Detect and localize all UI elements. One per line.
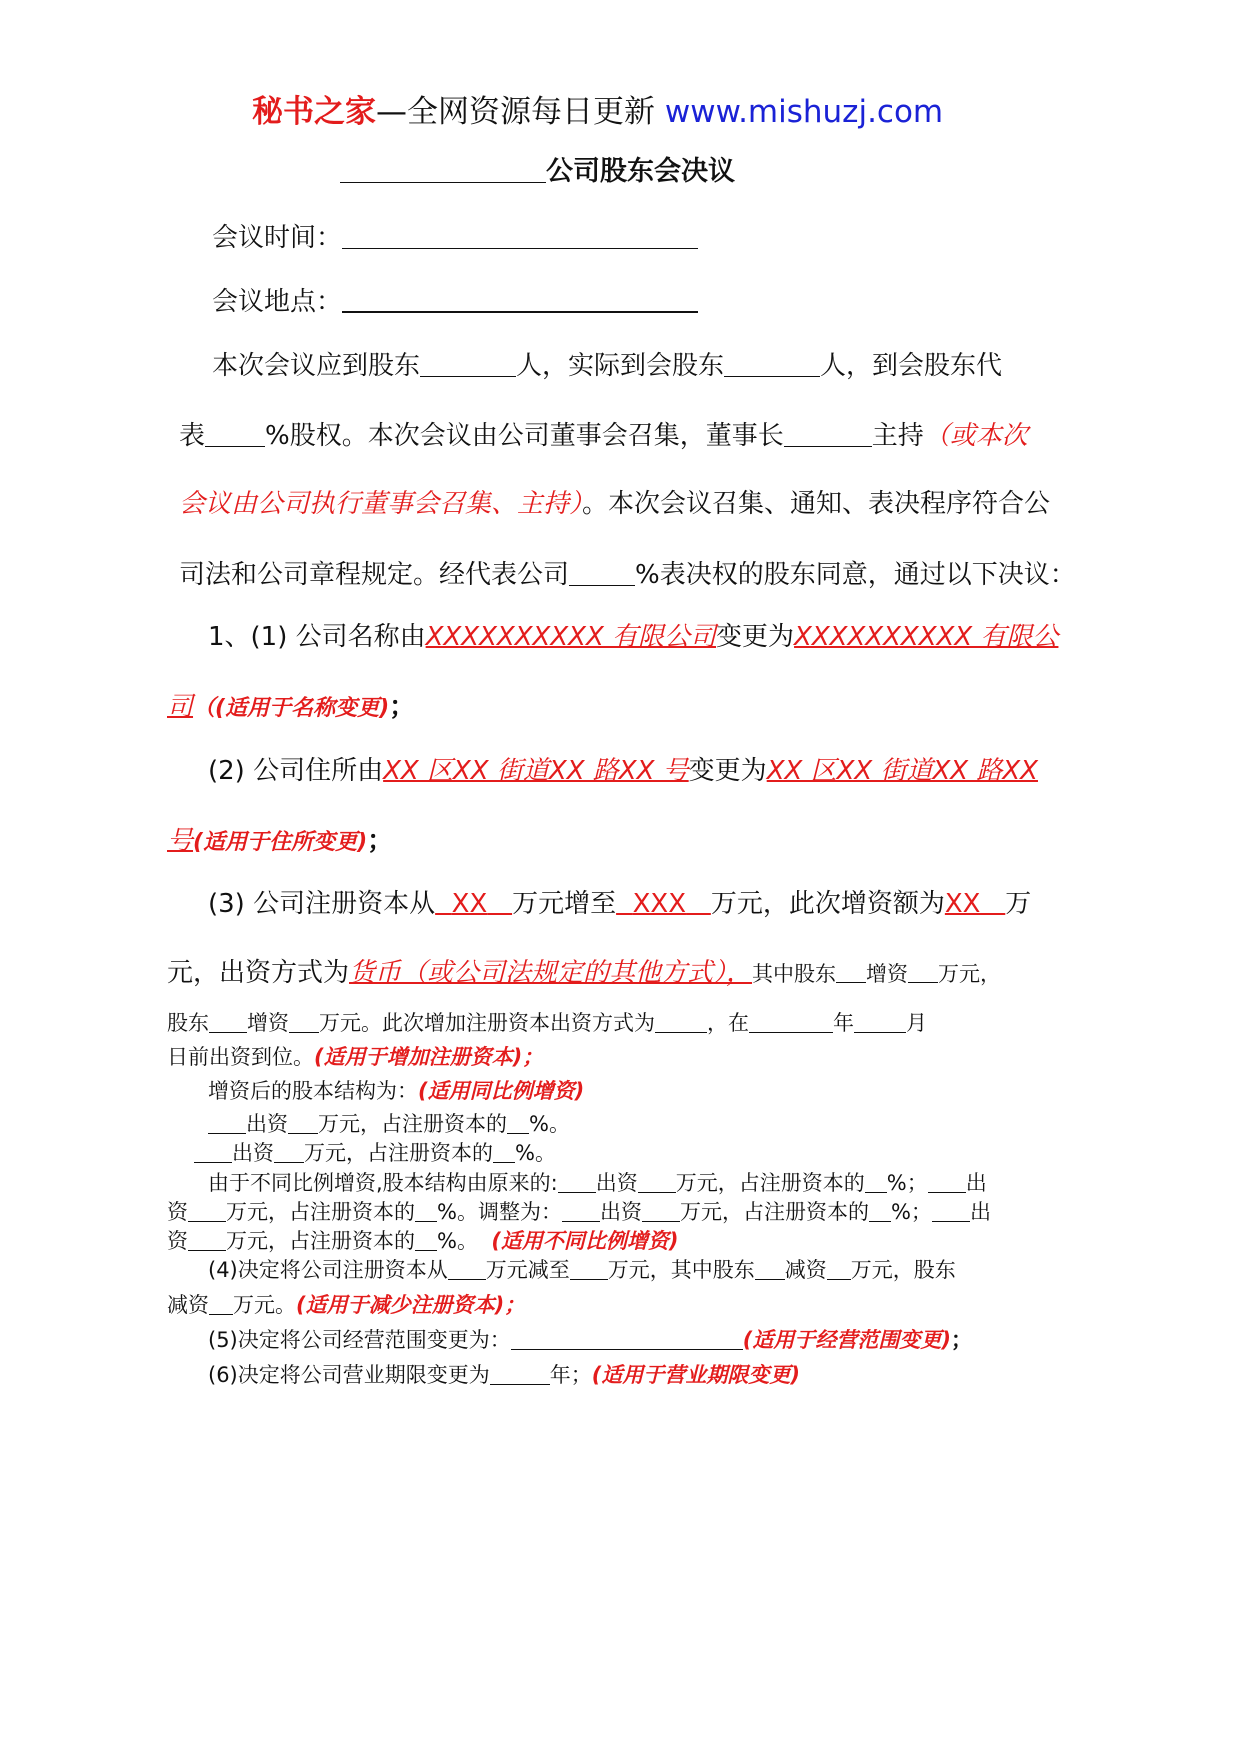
site-header [252,93,943,131]
site-url[interactable]: www.mishuzj.com [664,94,944,130]
brand-name: 秘书之家 [252,94,376,130]
structure-para-1: 由于不同比例增资,股本结构由原来的: 出资 万元，占注册资本的 %； 出 [208,1171,987,1195]
item-4-line-1: (4)决定将公司注册资本从 万元减至 万元，其中股东 减资 万元，股东 [208,1258,956,1282]
item-6: (6)决定将公司营业期限变更为 年；(适用于营业期限变更) [208,1363,800,1387]
item-2-line-1: (2) 公司住所由XX 区XX 街道XX 路XX 号变更为XX 区XX 街道XX 路XX [208,756,1038,786]
item-2-line-2: 号(适用于住所变更)； [167,826,394,856]
meeting-place: 会议地点： [212,285,698,317]
item-3-line-4: 日前出资到位。(适用于增加注册资本)； [167,1045,544,1069]
document-title: 公司股东会决议 [340,155,735,188]
structure-title: 增资后的股本结构为：(适用同比例增资) [208,1079,585,1103]
structure-para-3: 资 万元，占注册资本的 %。 (适用不同比例增资) [167,1229,679,1253]
meeting-time-blank [342,222,698,249]
meeting-place-blank [342,285,698,313]
item-1-line-2: 司（(适用于名称变更)； [167,692,416,722]
item-3-line-1: (3) 公司注册资本从 XX 万元增至 XXX 万元，此次增资额为XX 万 [208,889,1032,919]
item-5: (5)决定将公司经营范围变更为： (适用于经营范围变更)； [208,1328,972,1352]
item-3-line-3: 股东 增资 万元。此次增加注册资本出资方式为 ，在 年 月 [167,1011,927,1035]
company-name-blank [340,155,546,183]
structure-row-1: 出资 万元，占注册资本的 %。 [208,1111,570,1137]
intro-line-4: 司法和公司章程规定。经代表公司 %表决权的股东同意，通过以下决议： [179,559,1076,590]
structure-row-2: 出资 万元，占注册资本的 %。 [194,1140,556,1166]
item-3-line-2: 元，出资方式为货币（或公司法规定的其他方式），其中股东 增资 万元， [167,958,1002,988]
tagline: —全网资源每日更新 [376,94,655,130]
intro-line-2: 表 %股权。本次会议由公司董事会召集，董事长 主持（或本次 [179,420,1028,451]
structure-para-2: 资 万元，占注册资本的 %。调整为： 出资 万元，占注册资本的 %； 出 [167,1200,991,1224]
item-1-line-1: 1、(1) 公司名称由XXXXXXXXXX 有限公司变更为XXXXXXXXXX 有限公 [208,622,1059,652]
item-4-line-2: 减资 万元。(适用于减少注册资本)； [167,1293,526,1317]
intro-line-1: 本次会议应到股东 人，实际到会股东 人，到会股东代 [212,350,1003,381]
intro-line-3: 会议由公司执行董事会召集、主持）。本次会议召集、通知、表决程序符合公 [179,489,1051,519]
meeting-time: 会议时间： [212,222,698,253]
